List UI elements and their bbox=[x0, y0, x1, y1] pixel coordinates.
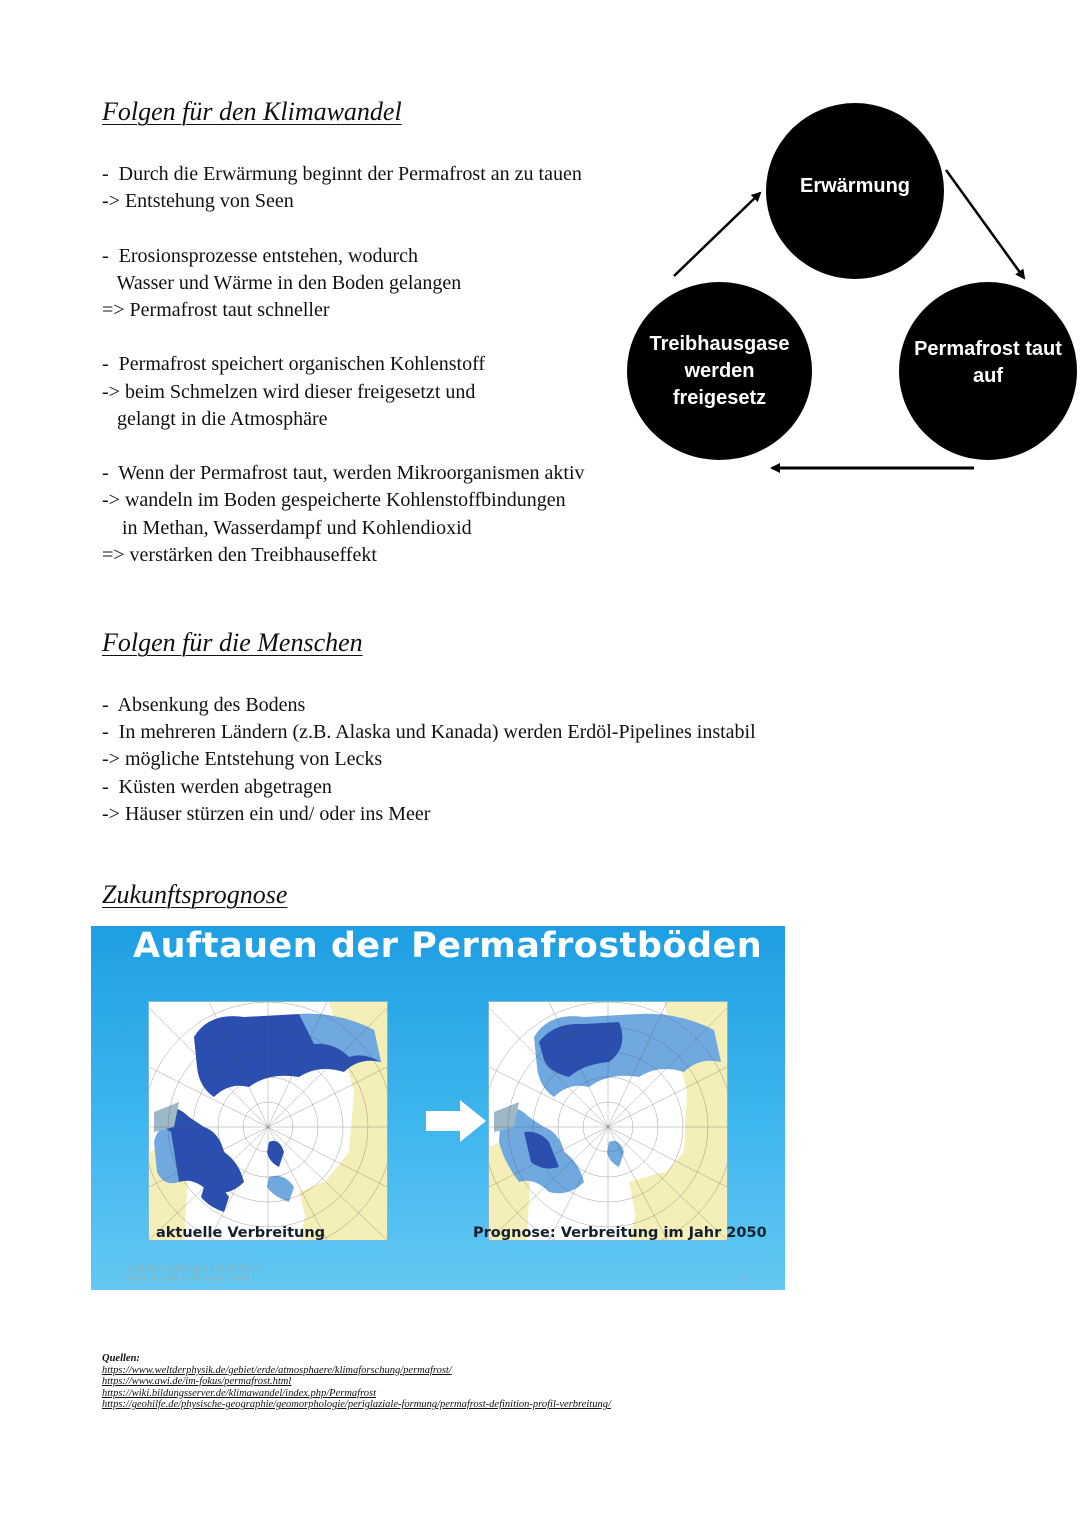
source-link[interactable]: https://www.weltderphysik.de/gebiet/erde/atmosphaere/klimaforschung/permafrost/ bbox=[102, 1364, 452, 1376]
credit-line: Stephan Leiß & Thomas Gruhl bbox=[126, 1273, 250, 1284]
list-line: => Permafrost taut schneller bbox=[102, 299, 330, 322]
forecast-slide-image bbox=[91, 926, 785, 1290]
arrow-right-icon bbox=[426, 1100, 488, 1142]
source-link[interactable]: https://www.awi.de/im-fokus/permafrost.html bbox=[102, 1376, 292, 1388]
map-caption-forecast: Prognose: Verbreitung im Jahr 2050 bbox=[473, 1225, 767, 1241]
list-line: gelangt in die Atmosphäre bbox=[102, 407, 328, 430]
list-line: - Durch die Erwärmung beginnt der Permafrost an zu tauen bbox=[102, 163, 582, 185]
list-line: -> mögliche Entstehung von Lecks bbox=[102, 748, 383, 771]
cycle-node-gases bbox=[627, 282, 812, 460]
list-line: -> beim Schmelzen wird dieser freigesetzt und bbox=[102, 380, 476, 403]
list-line: - Absenkung des Bodens bbox=[102, 694, 306, 716]
list-line: -> wandeln im Boden gespeicherte Kohlenstoffbindungen bbox=[102, 489, 566, 512]
cycle-node-label: Permafrost taut bbox=[914, 338, 1062, 360]
list-line: -> Häuser stürzen ein und/ oder ins Meer bbox=[102, 802, 431, 825]
cycle-node-thawing bbox=[899, 282, 1077, 460]
list-line: - In mehreren Ländern (z.B. Alaska und Kanada) werden Erdöl-Pipelines instabil bbox=[102, 721, 756, 744]
cycle-node-label: werden bbox=[684, 359, 755, 382]
list-line: in Methan, Wasserdampf und Kohlendioxid bbox=[102, 516, 472, 539]
list-line: Wasser und Wärme in den Boden gelangen bbox=[102, 271, 462, 294]
list-line: => verstärken den Treibhauseffekt bbox=[102, 543, 377, 566]
list-line: - Permafrost speichert organischen Kohlenstoff bbox=[102, 353, 486, 376]
arrow-to-thawing bbox=[946, 170, 1024, 278]
cycle-node-label: auf bbox=[973, 365, 1003, 387]
list-line: - Küsten werden abgetragen bbox=[102, 775, 332, 798]
cycle-node-label: freigesetz bbox=[672, 386, 767, 409]
cycle-node-label: Erwärmung bbox=[799, 174, 911, 197]
section-title-people: Folgen für die Menschen bbox=[102, 628, 363, 657]
cycle-node-label: Treibhausgase bbox=[649, 332, 790, 355]
map-caption-current: aktuelle Verbreitung bbox=[156, 1225, 326, 1241]
sources-block bbox=[102, 1353, 611, 1411]
sources-label: Quellen: bbox=[102, 1353, 140, 1364]
slide-page-number: 10 bbox=[739, 1274, 747, 1283]
slide-credit bbox=[126, 1264, 259, 1284]
credit-line: Ingenieurhydrologie I SoSe 2013 bbox=[126, 1263, 260, 1274]
source-link[interactable]: https://geohilfe.de/physische-geographie/geomorphologie/periglaziale-formung/permafrost-definition-profil-verbreitung/ bbox=[102, 1399, 611, 1411]
map-forecast-2050 bbox=[488, 1001, 728, 1241]
source-link[interactable]: https://wiki.bildungsserver.de/klimawandel/index.php/Permafrost bbox=[102, 1387, 377, 1399]
map-current-distribution bbox=[148, 1001, 388, 1241]
people-effects-list bbox=[102, 692, 756, 828]
section-title-forecast: Zukunftsprognose bbox=[102, 880, 288, 909]
cycle-node-warming bbox=[766, 103, 944, 279]
slide-title: Auftauen der Permafrostböden bbox=[133, 926, 763, 966]
list-line: - Wenn der Permafrost taut, werden Mikroorganismen aktiv bbox=[102, 462, 585, 485]
section-title-climate: Folgen für den Klimawandel bbox=[102, 97, 402, 126]
list-line: -> Entstehung von Seen bbox=[102, 190, 294, 213]
list-line: - Erosionsprozesse entstehen, wodurch bbox=[102, 244, 419, 267]
arrow-to-warming bbox=[674, 193, 760, 276]
